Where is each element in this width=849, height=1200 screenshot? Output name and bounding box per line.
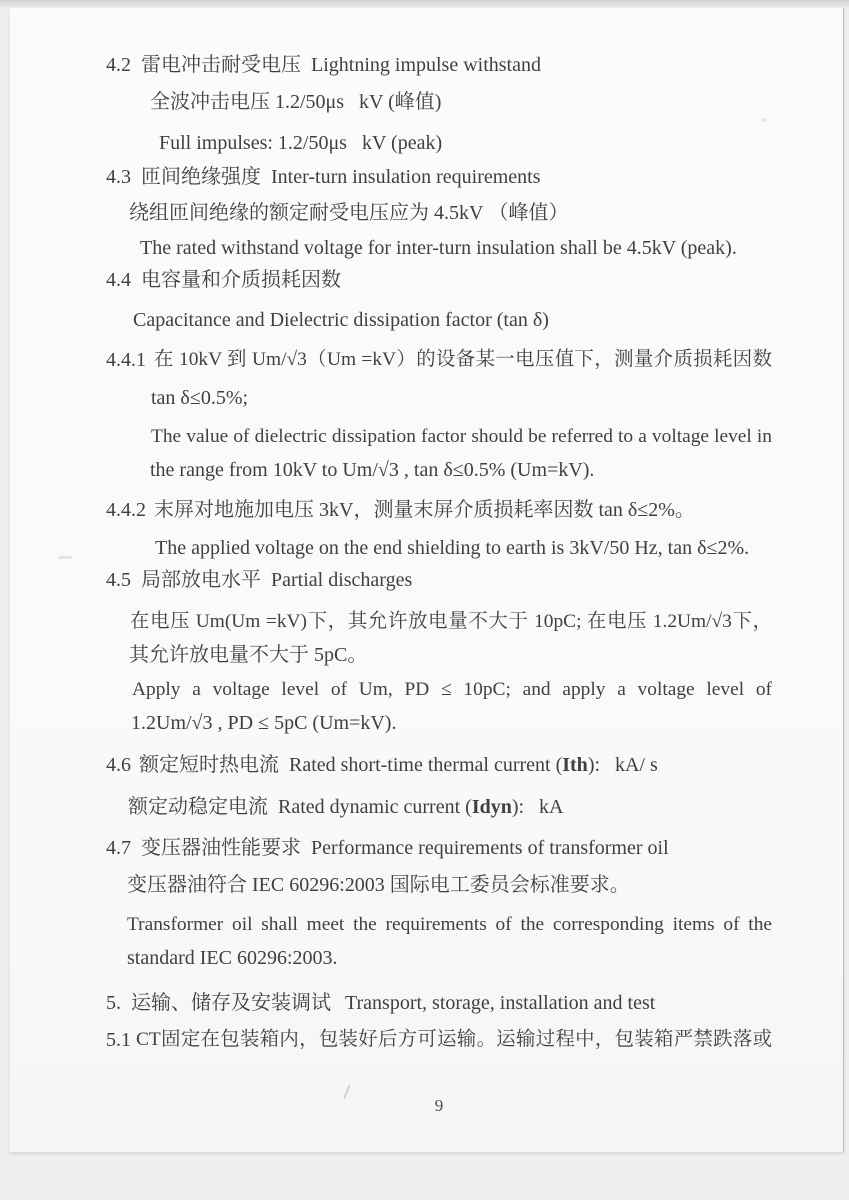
section-number: 4.4.1 xyxy=(106,349,146,371)
scan-speck xyxy=(58,556,72,559)
line-oil-en-2: standard IEC 60296:2003. xyxy=(127,947,338,969)
section-title-en: Partial discharges xyxy=(271,569,413,591)
line-tan-delta: tan δ≤0.5%; xyxy=(151,387,249,409)
clause-text: ): kA/ s xyxy=(587,754,658,776)
heading-5 xyxy=(106,988,655,1018)
section-number: 4.7 xyxy=(106,837,131,859)
symbol-ith: Ith xyxy=(562,754,588,776)
section-title-zh: 局部放电水平 xyxy=(141,569,261,591)
clause-text: 额定动稳定电流 Rated dynamic current ( xyxy=(128,796,472,818)
section-title-zh: 运输、储存及安装调试 xyxy=(131,992,331,1014)
line-dissipation-en-2: the range from 10kV to Um/√3 , tan δ≤0.5% (Um=kV). xyxy=(150,459,595,481)
clause-5-1 xyxy=(106,1025,772,1055)
section-title-en: Lightning impulse withstand xyxy=(311,54,541,76)
section-title-en: Performance requirements of transformer oil xyxy=(311,837,669,859)
line-interturn-zh: 绕组匝间绝缘的额定耐受电压应为 4.5kV （峰值） xyxy=(129,202,569,224)
line-4-6-idyn xyxy=(128,792,564,822)
section-number: 4.5 xyxy=(106,569,131,591)
section-number: 4.2 xyxy=(106,54,131,76)
section-number: 4.4 xyxy=(106,269,131,291)
line-oil-zh: 变压器油符合 IEC 60296:2003 国际电工委员会标准要求。 xyxy=(127,874,630,896)
line-oil-en-1: Transformer oil shall meet the requirements of the corresponding items of the xyxy=(127,914,772,935)
heading-4-4 xyxy=(106,265,341,295)
line-end-shielding-en: The applied voltage on the end shielding to earth is 3kV/50 Hz, tan δ≤2%. xyxy=(155,537,750,559)
section-title-zh: 雷电冲击耐受电压 xyxy=(141,54,301,76)
section-title-zh: 匝间绝缘强度 xyxy=(141,166,261,188)
line-capacitance-en: Capacitance and Dielectric dissipation factor (tan δ) xyxy=(133,309,549,331)
section-title-en: Inter-turn insulation requirements xyxy=(271,166,541,188)
section-number: 5. xyxy=(106,992,121,1014)
line-full-wave-zh: 全波冲击电压 1.2/50μs kV (峰值) xyxy=(150,91,442,113)
clause-text: 末屏对地施加电压 3kV，测量末屏介质损耗率因数 tan δ≤2%。 xyxy=(154,499,695,521)
line-pd-zh-1: 在电压 Um(Um =kV)下，其允许放电量不大于 10pC; 在电压 1.2Um/√3下， xyxy=(130,611,772,632)
section-number: 4.4.2 xyxy=(106,499,146,521)
section-number: 4.6 xyxy=(106,754,131,776)
symbol-idyn: Idyn xyxy=(471,796,512,818)
line-dissipation-en-1: The value of dielectric dissipation factor should be referred to a voltage level in xyxy=(151,426,772,447)
section-title-en: Transport, storage, installation and test xyxy=(345,992,656,1014)
clause-4-4-1 xyxy=(106,345,772,375)
section-title-zh: 电容量和介质损耗因数 xyxy=(141,269,341,291)
clause-text: 在 10kV 到 Um/√3（Um =kV）的设备某一电压值下，测量介质损耗因数 xyxy=(154,349,772,370)
heading-4-3 xyxy=(106,162,541,192)
heading-4-7 xyxy=(106,833,669,863)
section-title-zh: 变压器油性能要求 xyxy=(141,837,301,859)
line-interturn-en: The rated withstand voltage for inter-turn insulation shall be 4.5kV (peak). xyxy=(140,237,737,259)
clause-4-4-2 xyxy=(106,495,772,525)
line-pd-en-1: Apply a voltage level of Um, PD ≤ 10pC; and apply a voltage level of xyxy=(132,679,772,700)
section-number: 5.1 xyxy=(106,1029,131,1051)
page-number: 9 xyxy=(434,1096,444,1115)
page-content xyxy=(106,0,772,1200)
heading-4-2 xyxy=(106,50,541,80)
clause-text: ): kA xyxy=(511,796,564,818)
clause-4-6-ith xyxy=(106,750,658,780)
heading-4-5 xyxy=(106,565,412,595)
line-pd-en-2: 1.2Um/√3 , PD ≤ 5pC (Um=kV). xyxy=(131,712,397,734)
line-pd-zh-2: 其允许放电量不大于 5pC。 xyxy=(129,644,368,666)
section-number: 4.3 xyxy=(106,166,131,188)
clause-text: CT固定在包装箱内，包装好后方可运输。运输过程中，包装箱严禁跌落或 xyxy=(136,1029,772,1050)
line-full-impulses-en: Full impulses: 1.2/50μs kV (peak) xyxy=(159,132,443,154)
clause-text: 额定短时热电流 Rated short-time thermal current ( xyxy=(139,754,563,776)
